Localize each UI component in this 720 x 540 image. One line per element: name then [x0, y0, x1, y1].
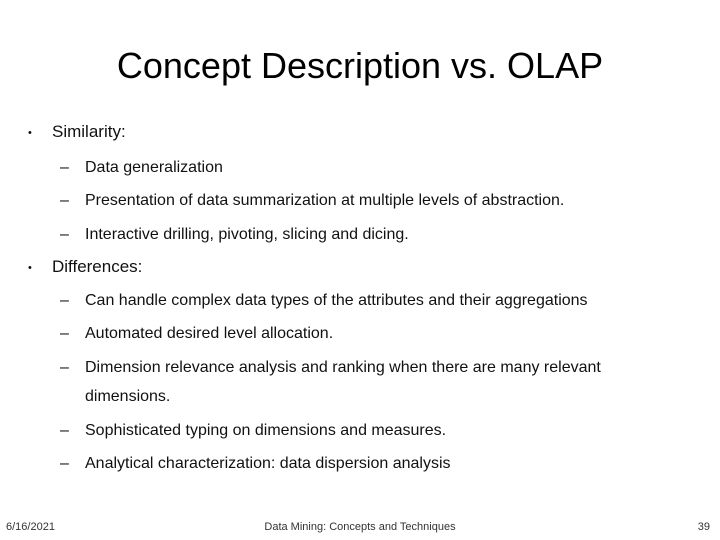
bullet-marker: •: [28, 261, 32, 274]
sub-bullet-text: Analytical characterization: data dispersion analysis: [85, 455, 451, 472]
sub-bullet: [60, 190, 685, 212]
dash-marker: –: [60, 292, 69, 309]
bullet-label: Differences:: [52, 257, 143, 276]
dash-marker: –: [60, 192, 69, 209]
dash-marker: –: [60, 455, 69, 472]
sub-bullet-text: Automated desired level allocation.: [85, 325, 334, 342]
bullet-marker: •: [28, 126, 32, 139]
dash-marker: –: [60, 325, 69, 342]
sub-bullet: [60, 353, 685, 411]
sub-bullet: [60, 290, 685, 312]
bullet-similarity: [28, 121, 126, 144]
sub-bullet-text: Can handle complex data types of the attributes and their aggregations: [85, 292, 588, 309]
dash-marker: –: [60, 226, 69, 243]
sub-bullet: [60, 453, 685, 475]
sub-bullet: [60, 420, 685, 442]
footer-page-number: 39: [697, 521, 710, 533]
dash-marker: –: [60, 159, 69, 176]
sub-bullet: [60, 157, 685, 179]
bullet-differences: [28, 256, 142, 279]
sub-bullet-text: Data generalization: [85, 159, 223, 176]
sub-bullet-text: Sophisticated typing on dimensions and measures.: [85, 422, 447, 439]
sub-bullet-text: Presentation of data summarization at multiple levels of abstraction.: [85, 192, 565, 209]
footer-center-text: Data Mining: Concepts and Techniques: [264, 521, 456, 533]
dash-marker: –: [60, 359, 69, 376]
slide-title: Concept Description vs. OLAP: [116, 45, 604, 86]
sub-bullet-text: Interactive drilling, pivoting, slicing and dicing.: [85, 226, 409, 243]
dash-marker: –: [60, 422, 69, 439]
footer-date: 6/16/2021: [6, 521, 55, 533]
bullet-label: Similarity:: [52, 122, 126, 141]
sub-bullet: [60, 224, 685, 246]
sub-bullet-text: Dimension relevance analysis and ranking when there are many relevant dimensions.: [85, 359, 601, 405]
sub-bullet: [60, 323, 685, 345]
